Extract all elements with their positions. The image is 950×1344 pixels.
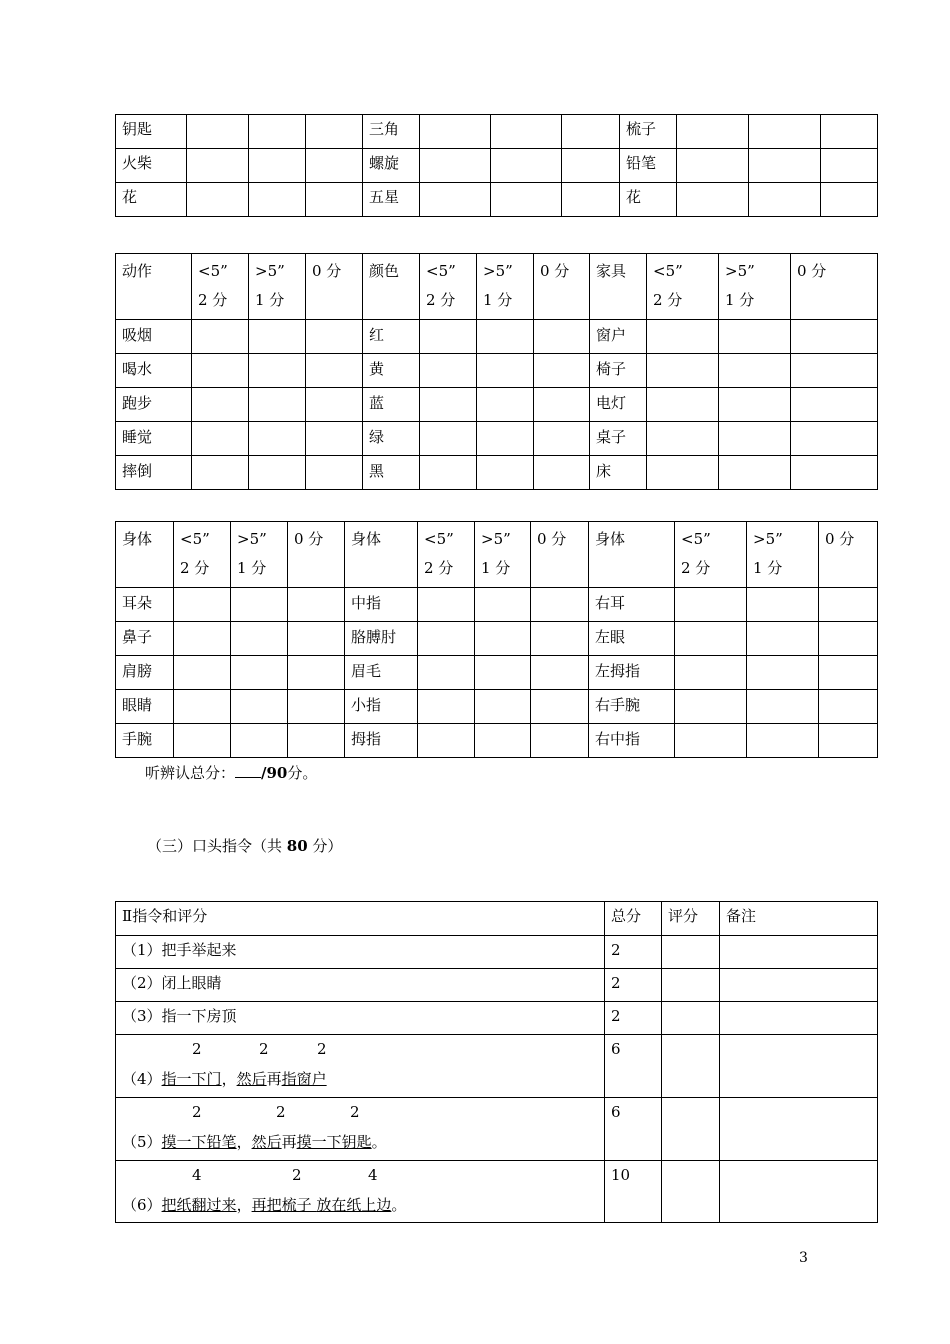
score-cell[interactable] [231,724,288,758]
score-cell[interactable] [420,115,491,149]
table-row [116,1035,878,1098]
score-cell[interactable] [192,320,249,354]
score-cell[interactable] [719,354,791,388]
command-total: 2 [605,936,662,969]
item-label: 眼睛 [116,690,174,724]
score-cell[interactable] [647,320,719,354]
score-cell[interactable] [677,183,749,217]
table-row [116,149,878,183]
command-text: （2）闭上眼睛 [116,969,605,1002]
score-cell[interactable] [819,588,878,622]
score-cell[interactable] [306,388,363,422]
notes-cell[interactable] [720,1035,878,1098]
score-cell[interactable] [677,115,749,149]
item-label: 拇指 [345,724,418,758]
header-cell: 身体 [589,522,675,588]
score-cell[interactable] [747,656,819,690]
score-cell[interactable] [192,388,249,422]
score-cell[interactable] [675,656,747,690]
item-label: 右中指 [589,724,675,758]
score-cell[interactable] [821,115,878,149]
score-cell[interactable] [747,690,819,724]
score-cell[interactable] [749,183,821,217]
item-label: 喝水 [116,354,192,388]
notes-cell[interactable] [720,1002,878,1035]
score-cell[interactable] [719,388,791,422]
command-total: 2 [605,1002,662,1035]
header-cell: <5” 2 分 [647,254,719,320]
score-cell[interactable] [719,320,791,354]
score-cell[interactable] [420,456,477,490]
score-cell[interactable] [249,183,306,217]
score-cell[interactable] [231,588,288,622]
score-cell[interactable] [306,149,363,183]
score-cell[interactable] [747,588,819,622]
header-cell: 0 分 [819,522,878,588]
score-cell[interactable] [791,354,878,388]
score-cell[interactable] [531,588,589,622]
score-cell[interactable] [819,656,878,690]
item-label: 跑步 [116,388,192,422]
table-row [116,1002,878,1035]
score-cell[interactable] [791,388,878,422]
score-cell[interactable] [420,388,477,422]
score-cell[interactable] [675,724,747,758]
score-cell[interactable] [819,724,878,758]
score-cell[interactable] [562,183,620,217]
score-cell[interactable] [288,690,345,724]
score-cell[interactable] [531,656,589,690]
score-cell[interactable] [418,656,475,690]
header-cell: >5” 1 分 [249,254,306,320]
score-cell[interactable] [477,354,534,388]
score-cell[interactable] [192,422,249,456]
header-cell: 0 分 [306,254,363,320]
score-cell[interactable] [475,622,531,656]
item-label: 桌子 [590,422,647,456]
score-cell[interactable] [531,622,589,656]
score-cell[interactable] [662,1098,720,1161]
score-cell[interactable] [420,149,491,183]
score-cell[interactable] [249,115,306,149]
item-label: 中指 [345,588,418,622]
table-row [116,656,878,690]
command-text: 2 2 2 （4）指一下门，然后再指窗户 [116,1035,605,1098]
item-label: 窗户 [590,320,647,354]
point-values: 4 2 4 [192,1166,378,1184]
score-cell[interactable] [192,456,249,490]
recognition-table-body-parts [115,521,878,758]
score-cell[interactable] [420,320,477,354]
header-cell: <5” 2 分 [418,522,475,588]
score-cell[interactable] [719,422,791,456]
score-cell[interactable] [534,422,590,456]
score-cell[interactable] [249,149,306,183]
header-cell: 动作 [116,254,192,320]
item-label: 花 [116,183,187,217]
score-cell[interactable] [192,354,249,388]
item-label: 肩膀 [116,656,174,690]
header-command: Ⅱ指令和评分 [116,902,605,936]
score-cell[interactable] [677,149,749,183]
item-label: 右手腕 [589,690,675,724]
header-cell: 身体 [116,522,174,588]
score-cell[interactable] [747,724,819,758]
score-cell[interactable] [662,969,720,1002]
score-cell[interactable] [662,1035,720,1098]
item-label: 绿 [363,422,420,456]
score-cell[interactable] [231,690,288,724]
item-label: 眉毛 [345,656,418,690]
score-cell[interactable] [534,354,590,388]
header-cell: 颜色 [363,254,420,320]
score-cell[interactable] [231,622,288,656]
header-cell: <5” 2 分 [192,254,249,320]
table-row [116,115,878,149]
score-cell[interactable] [675,622,747,656]
header-score: 评分 [662,902,720,936]
item-label: 床 [590,456,647,490]
table-row [116,388,878,422]
table-row [116,456,878,490]
total-unit: 分。 [287,764,318,782]
score-cell[interactable] [531,690,589,724]
header-cell: <5” 2 分 [675,522,747,588]
header-cell: 0 分 [288,522,345,588]
table-row [116,183,878,217]
header-cell: >5” 1 分 [231,522,288,588]
score-cell[interactable] [719,456,791,490]
score-cell[interactable] [249,320,306,354]
score-cell[interactable] [306,320,363,354]
table-row [116,1161,878,1223]
table-row [116,622,878,656]
point-values: 2 2 2 [192,1103,360,1121]
notes-cell[interactable] [720,936,878,969]
score-cell[interactable] [491,149,562,183]
header-total: 总分 [605,902,662,936]
table-header-row [116,902,878,936]
table-row [116,936,878,969]
score-cell[interactable] [187,183,249,217]
item-label: 火柴 [116,149,187,183]
section-title: （三）口头指令（共 80 分） [147,837,343,855]
header-cell: >5” 1 分 [747,522,819,588]
item-label: 耳朵 [116,588,174,622]
score-cell[interactable] [562,115,620,149]
score-cell[interactable] [418,622,475,656]
header-cell: 0 分 [531,522,589,588]
score-cell[interactable] [749,149,821,183]
item-label: 摔倒 [116,456,192,490]
item-label: 螺旋 [363,149,420,183]
item-label: 铅笔 [620,149,677,183]
item-label: 黄 [363,354,420,388]
score-cell[interactable] [477,456,534,490]
command-text: （1）把手举起来 [116,936,605,969]
score-cell[interactable] [288,724,345,758]
item-label: 五星 [363,183,420,217]
score-cell[interactable] [491,183,562,217]
score-cell[interactable] [647,388,719,422]
item-label: 吸烟 [116,320,192,354]
table-row [116,422,878,456]
item-label: 睡觉 [116,422,192,456]
score-cell[interactable] [791,456,878,490]
header-cell: <5” 2 分 [174,522,231,588]
score-cell[interactable] [475,656,531,690]
header-cell: 家具 [590,254,647,320]
score-cell[interactable] [306,183,363,217]
naming-table-objects [115,114,878,217]
command-total: 2 [605,969,662,1002]
score-blank [235,763,261,778]
score-cell[interactable] [675,588,747,622]
score-cell[interactable] [819,622,878,656]
total-prefix: 听辨认总分： [145,764,236,782]
command-text: 4 2 4 （6）把纸翻过来，再把梳子 放在纸上边。 [116,1161,605,1223]
score-cell[interactable] [420,183,491,217]
score-cell[interactable] [675,690,747,724]
score-cell[interactable] [418,690,475,724]
notes-cell[interactable] [720,969,878,1002]
item-label: 椅子 [590,354,647,388]
total-score-line [145,762,317,783]
score-cell[interactable] [174,588,231,622]
score-cell[interactable] [306,354,363,388]
item-label: 红 [363,320,420,354]
table-row [116,320,878,354]
score-cell[interactable] [418,588,475,622]
total-max: /90 [261,764,288,782]
score-cell[interactable] [420,422,477,456]
command-text: 2 2 2 （5）摸一下铅笔，然后再摸一下钥匙。 [116,1098,605,1161]
item-label: 蓝 [363,388,420,422]
score-cell[interactable] [821,149,878,183]
score-cell[interactable] [174,656,231,690]
header-cell: 0 分 [534,254,590,320]
recognition-table-actions-colors-furniture [115,253,878,490]
score-cell[interactable] [477,388,534,422]
header-cell: 身体 [345,522,418,588]
table-row [116,588,878,622]
header-cell: >5” 1 分 [475,522,531,588]
score-cell[interactable] [819,690,878,724]
score-cell[interactable] [562,149,620,183]
item-label: 手腕 [116,724,174,758]
score-cell[interactable] [288,622,345,656]
score-cell[interactable] [477,320,534,354]
score-cell[interactable] [187,149,249,183]
score-cell[interactable] [249,388,306,422]
notes-cell[interactable] [720,1098,878,1161]
score-cell[interactable] [249,354,306,388]
score-cell[interactable] [477,422,534,456]
table-header-row [116,254,878,320]
item-label: 鼻子 [116,622,174,656]
score-cell[interactable] [475,588,531,622]
score-cell[interactable] [475,690,531,724]
table-row [116,354,878,388]
item-label: 黑 [363,456,420,490]
score-cell[interactable] [791,422,878,456]
point-values: 2 2 2 [192,1040,327,1058]
score-cell[interactable] [749,115,821,149]
item-label: 花 [620,183,677,217]
score-cell[interactable] [662,1161,720,1223]
table-header-row [116,522,878,588]
item-label: 钥匙 [116,115,187,149]
score-cell[interactable] [647,456,719,490]
command-total: 6 [605,1035,662,1098]
page-number: 3 [799,1250,808,1266]
score-cell[interactable] [187,115,249,149]
score-cell[interactable] [662,936,720,969]
verbal-command-table [115,901,878,1223]
score-cell[interactable] [231,656,288,690]
header-cell: >5” 1 分 [719,254,791,320]
table-row [116,969,878,1002]
score-cell[interactable] [534,320,590,354]
item-label: 小指 [345,690,418,724]
command-total: 10 [605,1161,662,1223]
score-cell[interactable] [647,422,719,456]
score-cell[interactable] [491,115,562,149]
header-cell: >5” 1 分 [477,254,534,320]
score-cell[interactable] [534,456,590,490]
notes-cell[interactable] [720,1161,878,1223]
score-cell[interactable] [647,354,719,388]
score-cell[interactable] [791,320,878,354]
header-cell: <5” 2 分 [420,254,477,320]
score-cell[interactable] [174,690,231,724]
score-cell[interactable] [249,456,306,490]
score-cell[interactable] [531,724,589,758]
score-cell[interactable] [306,422,363,456]
item-label: 胳膊肘 [345,622,418,656]
score-cell[interactable] [420,354,477,388]
score-cell[interactable] [288,656,345,690]
score-cell[interactable] [306,456,363,490]
table-row [116,1098,878,1161]
score-cell[interactable] [174,622,231,656]
table-row [116,724,878,758]
score-cell[interactable] [249,422,306,456]
score-cell[interactable] [174,724,231,758]
item-label: 右耳 [589,588,675,622]
table-row [116,690,878,724]
item-label: 左眼 [589,622,675,656]
header-notes: 备注 [720,902,878,936]
score-cell[interactable] [288,588,345,622]
score-cell[interactable] [662,1002,720,1035]
item-label: 三角 [363,115,420,149]
score-cell[interactable] [534,388,590,422]
command-total: 6 [605,1098,662,1161]
command-text: （3）指一下房顶 [116,1002,605,1035]
item-label: 梳子 [620,115,677,149]
score-cell[interactable] [418,724,475,758]
score-cell[interactable] [306,115,363,149]
score-cell[interactable] [475,724,531,758]
score-cell[interactable] [747,622,819,656]
score-cell[interactable] [821,183,878,217]
header-cell: 0 分 [791,254,878,320]
item-label: 电灯 [590,388,647,422]
item-label: 左拇指 [589,656,675,690]
